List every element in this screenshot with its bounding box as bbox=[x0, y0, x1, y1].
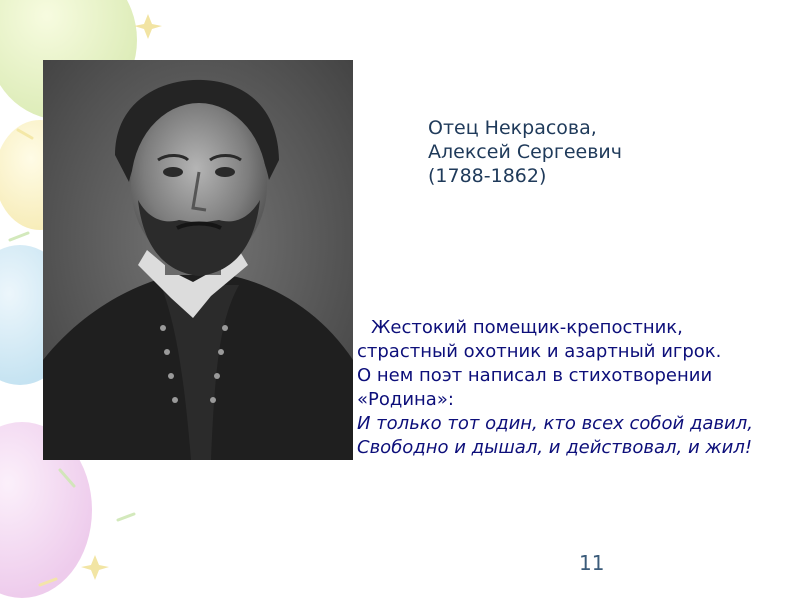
portrait-caption bbox=[428, 116, 622, 188]
caption-line: Отец Некрасова, bbox=[428, 117, 597, 139]
description-text bbox=[357, 316, 797, 460]
poem-quote-line: И только тот один, кто всех собой давил, bbox=[357, 413, 753, 434]
description-line: Жестокий помещик-крепостник, bbox=[371, 317, 683, 338]
description-line: «Родина»: bbox=[357, 389, 454, 410]
portrait-photo bbox=[43, 60, 353, 460]
page-number: 11 bbox=[579, 551, 605, 575]
poem-quote-line: Свободно и дышал, и действовал, и жил! bbox=[357, 437, 753, 458]
description-line: страстный охотник и азартный игрок. bbox=[357, 341, 722, 362]
caption-line: (1788-1862) bbox=[428, 165, 547, 187]
description-line: О нем поэт написал в стихотворении bbox=[357, 365, 713, 386]
caption-line: Алексей Сергеевич bbox=[428, 141, 622, 163]
